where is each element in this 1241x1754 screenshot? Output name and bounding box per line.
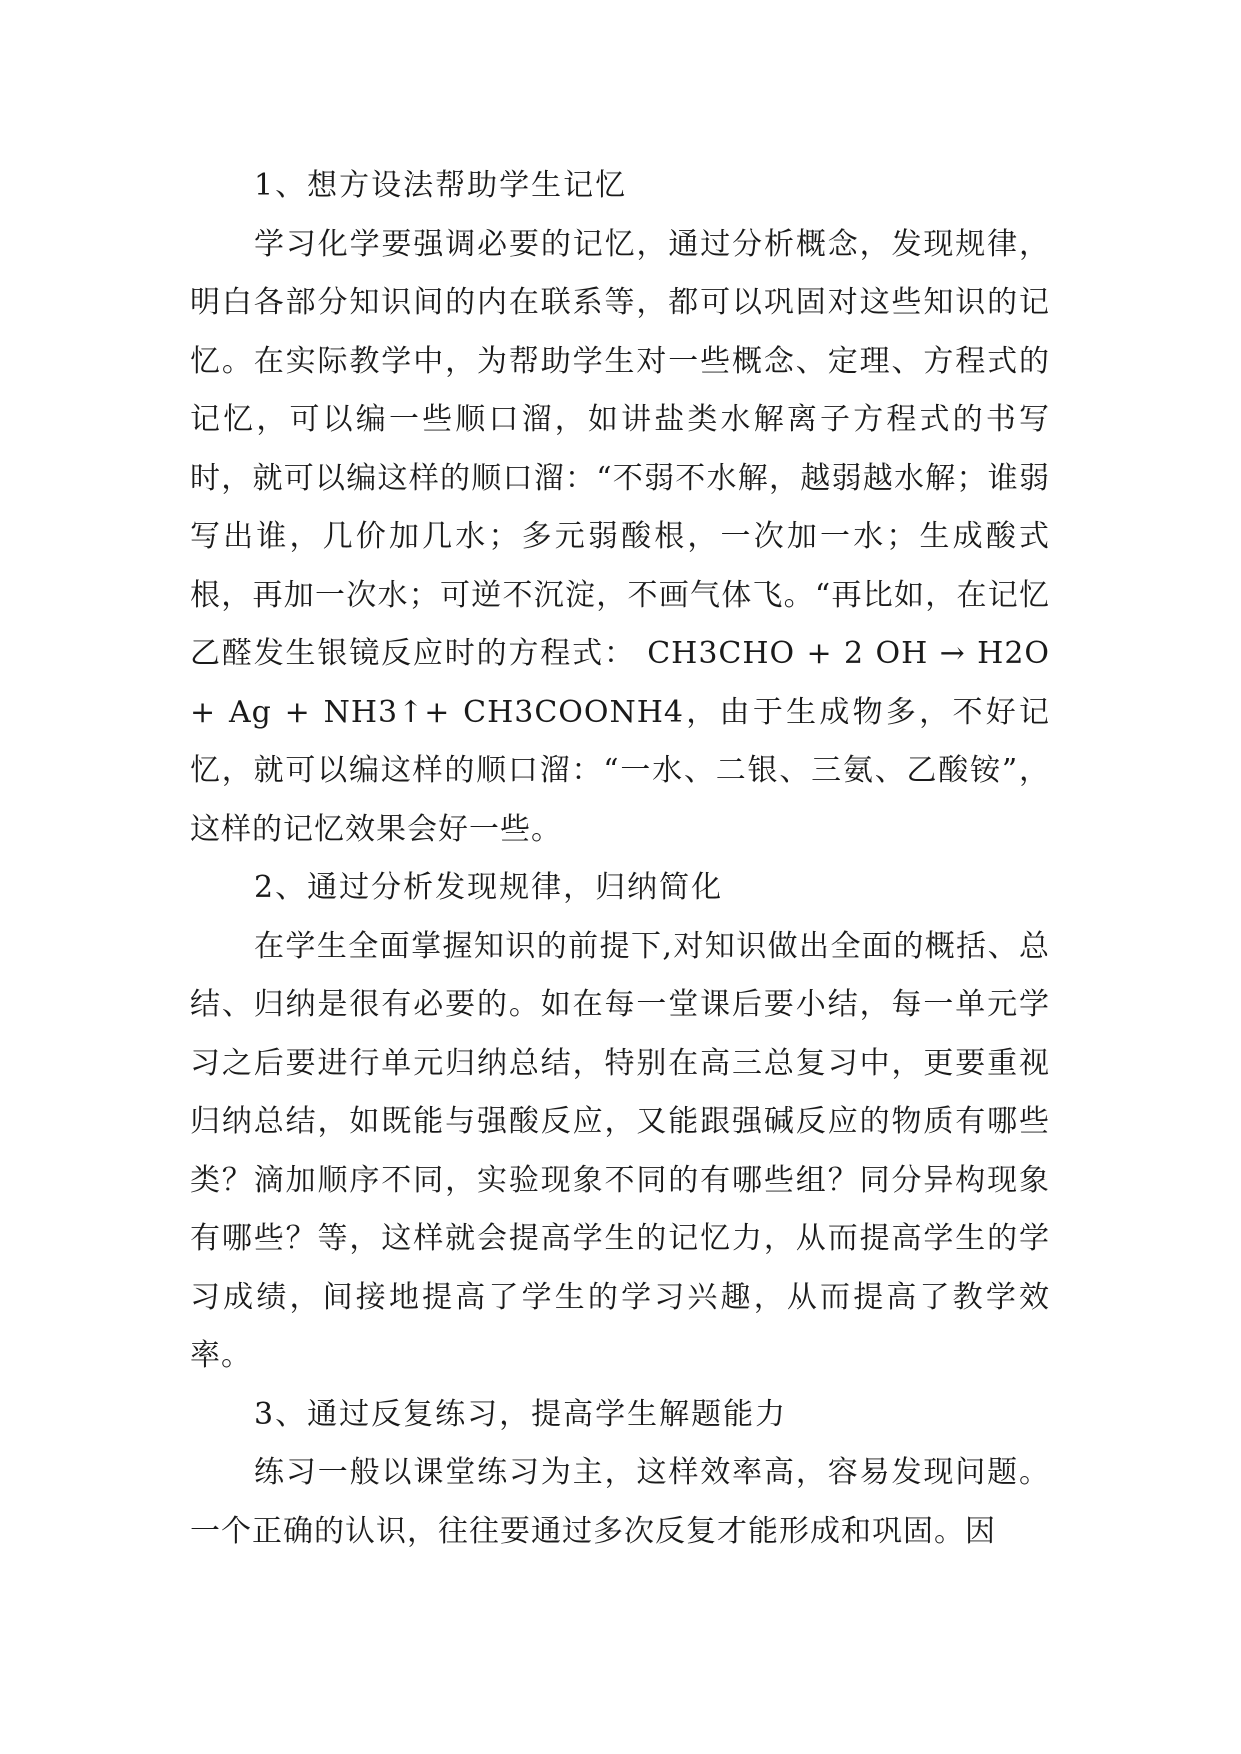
paragraph-summary: 在学生全面掌握知识的前提下,对知识做出全面的概括、总结、归纳是很有必要的。如在每一堂课后要小结，每一单元学习之后要进行单元归纳总结，特别在高三总复习中，更要重视归纳总结，如既能与强酸反应，又能跟强碱反应的物质有哪些类？滴加顺序不同，实验现象不同的有哪些组？同分异构现象有哪些？等，这样就会提高学生的记忆力，从而提高学生的学习成绩，间接地提高了学生的学习兴趣，从而提高了教学效率。 bbox=[190, 928, 1050, 1373]
section-heading-1: 1、想方设法帮助学生记忆 bbox=[254, 168, 628, 203]
document-page bbox=[190, 157, 1050, 1561]
section-heading-3: 3、通过反复练习，提高学生解题能力 bbox=[254, 1396, 788, 1432]
paragraph-practice: 练习一般以课堂练习为主，这样效率高，容易发现问题。一个正确的认识，往往要通过多次反复才能形成和巩固。因 bbox=[190, 1455, 1050, 1549]
paragraph-memory: 学习化学要强调必要的记忆，通过分析概念，发现规律，明白各部分知识间的内在联系等，都可以巩固对这些知识的记忆。在实际教学中，为帮助学生对一些概念、定理、方程式的记忆，可以编一些顺口溜，如讲盐类水解离子方程式的书写时，就可以编这样的顺口溜：“不弱不水解，越弱越水解；谁弱写出谁，几价加几水；多元弱酸根，一次加一水；生成酸式根，再加一次水；可逆不沉淀，不画气体飞。“再比如，在记忆乙醛发生银镜反应时的方程式： CH3CHO + 2 OH → H2O + Ag + NH3↑+ CH3COONH4，由于生成物多，不好记忆，就可以编这样的顺口溜：“一水、二银、三氨、乙酸铵”，这样的记忆效果会好一些。 bbox=[190, 226, 1050, 847]
section-heading-2: 2、通过分析发现规律，归纳简化 bbox=[254, 870, 724, 905]
